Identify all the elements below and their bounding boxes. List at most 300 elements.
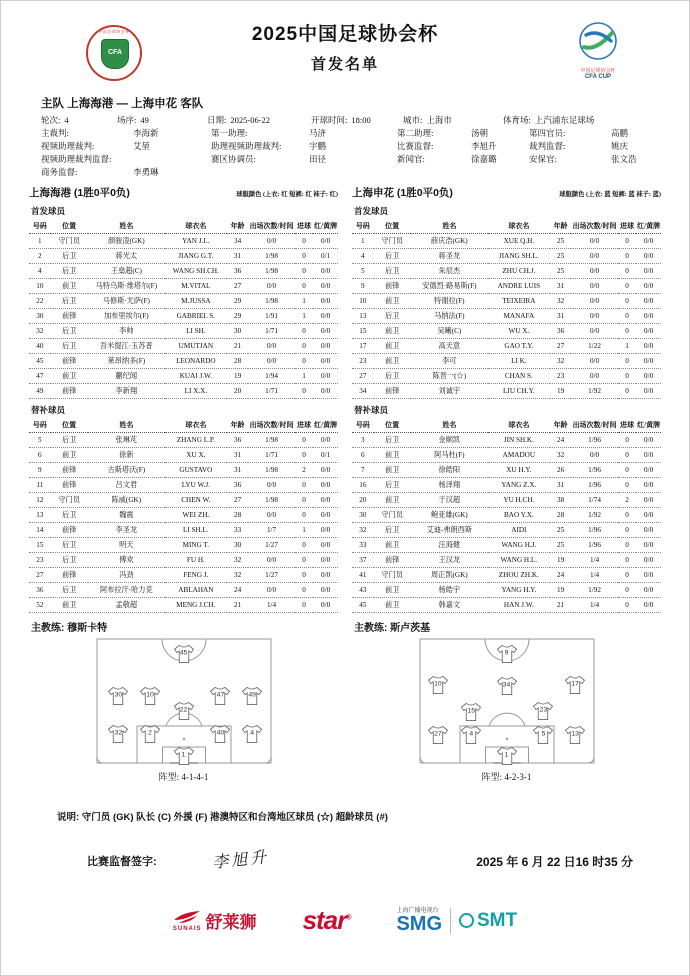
player-row bbox=[352, 279, 661, 294]
player-name: 蒋光太 bbox=[88, 249, 165, 264]
player-goals: 0 bbox=[295, 339, 314, 354]
home-team-header bbox=[29, 185, 338, 200]
player-no: 32 bbox=[352, 523, 374, 538]
jersey-icon-34 bbox=[496, 676, 517, 695]
info-pair bbox=[207, 114, 311, 127]
player-age: 36 bbox=[227, 264, 249, 279]
smg-block bbox=[396, 908, 442, 934]
player-row bbox=[352, 324, 661, 339]
player-cards: 0/0 bbox=[313, 384, 338, 399]
player-cards: 0/0 bbox=[313, 568, 338, 583]
player-jersey: LI SH. bbox=[165, 324, 227, 339]
player-caps: 0/0 bbox=[571, 448, 617, 463]
player-jersey: KUAI J.W. bbox=[165, 369, 227, 384]
info-pair bbox=[529, 153, 637, 166]
player-goals: 0 bbox=[295, 234, 314, 249]
player-pos: 后卫 bbox=[374, 369, 411, 384]
player-row bbox=[352, 294, 661, 309]
info-label: 商务监督: bbox=[41, 167, 78, 177]
officials-row-2 bbox=[41, 140, 649, 153]
jersey-icon-15 bbox=[461, 703, 482, 722]
player-name: 安德烈·路易斯(F) bbox=[411, 279, 488, 294]
player-row bbox=[352, 339, 661, 354]
column-header: 年龄 bbox=[227, 418, 249, 433]
player-caps: 1/71 bbox=[248, 448, 294, 463]
player-pos: 前卫 bbox=[374, 463, 411, 478]
player-no: 47 bbox=[29, 369, 51, 384]
player-row bbox=[29, 478, 338, 493]
player-pos: 后卫 bbox=[374, 249, 411, 264]
column-header: 进球 bbox=[295, 418, 314, 433]
player-pos: 前卫 bbox=[51, 369, 88, 384]
player-pos: 前卫 bbox=[374, 598, 411, 613]
player-cards: 0/0 bbox=[636, 279, 661, 294]
info-pair bbox=[211, 140, 397, 153]
player-cards: 0/0 bbox=[636, 249, 661, 264]
column-header: 号码 bbox=[29, 219, 51, 234]
column-header: 位置 bbox=[51, 418, 88, 433]
player-row bbox=[29, 598, 338, 613]
player-pos: 前锋 bbox=[51, 384, 88, 399]
player-age: 19 bbox=[550, 384, 572, 399]
jersey-icon-4 bbox=[242, 724, 263, 743]
player-goals: 1 bbox=[295, 369, 314, 384]
jersey-icon-13 bbox=[565, 726, 586, 745]
team-columns bbox=[1, 185, 689, 783]
player-caps: 1/96 bbox=[571, 478, 617, 493]
column-header: 出场次数/时间 bbox=[571, 219, 617, 234]
info-value: 马济 bbox=[309, 128, 327, 138]
player-pos: 后卫 bbox=[374, 309, 411, 324]
player-goals: 0 bbox=[295, 354, 314, 369]
player-age: 33 bbox=[227, 523, 249, 538]
player-pos: 后卫 bbox=[51, 538, 88, 553]
column-header: 年龄 bbox=[550, 219, 572, 234]
player-no: 9 bbox=[29, 463, 51, 478]
player-jersey: ZHU CH.J. bbox=[488, 264, 550, 279]
player-caps: 1/7 bbox=[248, 523, 294, 538]
player-name: 马纳法(F) bbox=[411, 309, 488, 324]
cup-ball-icon bbox=[578, 21, 618, 61]
player-goals: 0 bbox=[618, 234, 637, 249]
home-formation-pitch bbox=[96, 638, 272, 764]
player-age: 31 bbox=[550, 478, 572, 493]
player-name: 蒋圣龙 bbox=[411, 249, 488, 264]
player-row bbox=[352, 598, 661, 613]
player-cards: 0/0 bbox=[636, 369, 661, 384]
player-row bbox=[29, 309, 338, 324]
column-header: 位置 bbox=[51, 219, 88, 234]
player-age: 21 bbox=[550, 598, 572, 613]
player-no: 1 bbox=[352, 234, 374, 249]
signature-row bbox=[87, 849, 633, 875]
table-header-row bbox=[352, 418, 661, 433]
home-starting-table bbox=[29, 219, 338, 399]
smt-block bbox=[459, 910, 517, 932]
player-jersey: XU X. bbox=[165, 448, 227, 463]
player-cards: 0/0 bbox=[313, 369, 338, 384]
player-name: 朱辰杰 bbox=[411, 264, 488, 279]
player-jersey: LI K. bbox=[488, 354, 550, 369]
player-jersey: GAO T.Y. bbox=[488, 339, 550, 354]
jersey-icon-1 bbox=[173, 747, 194, 766]
away-team-name: 上海申花 (1胜0平0负) bbox=[352, 187, 453, 199]
player-age: 21 bbox=[227, 339, 249, 354]
player-no: 20 bbox=[352, 493, 374, 508]
player-jersey: YANG H.Y. bbox=[488, 583, 550, 598]
logo-divider bbox=[450, 908, 451, 934]
jersey-number: 30 bbox=[114, 691, 123, 699]
player-jersey: LI SH.L. bbox=[165, 523, 227, 538]
table-header-row bbox=[352, 219, 661, 234]
info-label: 体育场: bbox=[503, 115, 531, 125]
away-subs-label: 替补球员 bbox=[354, 405, 389, 415]
player-no: 30 bbox=[352, 508, 374, 523]
table-header-row bbox=[29, 219, 338, 234]
player-cards: 0/0 bbox=[313, 478, 338, 493]
player-jersey: YANG Z.X. bbox=[488, 478, 550, 493]
player-caps: 0/0 bbox=[571, 234, 617, 249]
info-pair bbox=[41, 127, 211, 140]
jersey-icon-4 bbox=[461, 726, 482, 745]
cfa-emblem-ring-text: 中国足球协会杯 bbox=[98, 29, 130, 34]
info-pair bbox=[41, 114, 117, 127]
info-label: 主裁判: bbox=[41, 128, 69, 138]
player-goals: 0 bbox=[618, 538, 637, 553]
player-no: 11 bbox=[29, 478, 51, 493]
player-no: 15 bbox=[352, 324, 374, 339]
player-row bbox=[29, 279, 338, 294]
player-age: 27 bbox=[227, 493, 249, 508]
player-cards: 0/0 bbox=[636, 448, 661, 463]
column-header: 号码 bbox=[352, 418, 374, 433]
player-goals: 0 bbox=[618, 249, 637, 264]
player-goals: 0 bbox=[618, 598, 637, 613]
player-no: 5 bbox=[29, 433, 51, 448]
player-cards: 0/0 bbox=[313, 508, 338, 523]
player-name: 艾迪-弗朗西斯 bbox=[411, 523, 488, 538]
away-coach-line bbox=[354, 619, 661, 634]
player-name: 金顺凯 bbox=[411, 433, 488, 448]
column-header: 红/黄牌 bbox=[636, 418, 661, 433]
jersey-number: 10 bbox=[146, 691, 154, 699]
player-name: 阿布拉汗·哈力克 bbox=[88, 583, 165, 598]
info-pair bbox=[41, 153, 211, 166]
jersey-icon-2 bbox=[140, 724, 161, 743]
jersey-number: 4 bbox=[250, 729, 255, 737]
column-header: 球衣名 bbox=[165, 219, 227, 234]
home-coach-name: 穆斯卡特 bbox=[67, 623, 108, 634]
player-jersey: YU H.CH. bbox=[488, 493, 550, 508]
player-caps: 0/0 bbox=[248, 508, 294, 523]
player-row bbox=[29, 568, 338, 583]
player-pos: 后卫 bbox=[51, 433, 88, 448]
player-age: 23 bbox=[550, 369, 572, 384]
player-age: 34 bbox=[227, 234, 249, 249]
jersey-icon-5 bbox=[533, 726, 554, 745]
player-goals: 0 bbox=[618, 294, 637, 309]
jersey-number: 40 bbox=[216, 729, 225, 737]
sunais-bird-icon bbox=[173, 910, 201, 926]
player-no: 6 bbox=[29, 448, 51, 463]
player-caps: 0/0 bbox=[248, 234, 294, 249]
info-pair bbox=[211, 127, 397, 140]
home-team-name: 上海海港 (1胜0平0负) bbox=[29, 187, 130, 199]
player-pos: 前锋 bbox=[374, 553, 411, 568]
player-no: 4 bbox=[352, 249, 374, 264]
player-cards: 0/0 bbox=[636, 324, 661, 339]
player-no: 45 bbox=[352, 598, 374, 613]
player-pos: 前锋 bbox=[51, 463, 88, 478]
star-logo bbox=[303, 905, 351, 936]
player-age: 32 bbox=[550, 448, 572, 463]
sheet-header bbox=[1, 1, 689, 93]
player-name: 吾米提江·玉苏普 bbox=[88, 339, 165, 354]
player-row bbox=[29, 354, 338, 369]
player-goals: 0 bbox=[295, 493, 314, 508]
cfa-cup-logo bbox=[569, 21, 627, 80]
player-jersey: HAN J.W. bbox=[488, 598, 550, 613]
player-age: 29 bbox=[227, 309, 249, 324]
player-jersey: AMADOU bbox=[488, 448, 550, 463]
player-name: 加布里埃尔(F) bbox=[88, 309, 165, 324]
player-caps: 0/0 bbox=[571, 354, 617, 369]
column-header: 红/黄牌 bbox=[313, 418, 338, 433]
player-caps: 1/4 bbox=[571, 598, 617, 613]
column-header: 球衣名 bbox=[488, 418, 550, 433]
player-no: 40 bbox=[29, 339, 51, 354]
jersey-icon-10 bbox=[427, 675, 448, 694]
info-label: 第二助理: bbox=[397, 128, 434, 138]
info-value: 李旭升 bbox=[471, 141, 497, 151]
player-no: 30 bbox=[29, 309, 51, 324]
player-age: 28 bbox=[227, 354, 249, 369]
player-name: 蒯纪闻 bbox=[88, 369, 165, 384]
player-goals: 2 bbox=[618, 493, 637, 508]
coach-label: 主教练: bbox=[354, 623, 388, 634]
player-row bbox=[29, 448, 338, 463]
home-formation-line bbox=[29, 770, 338, 783]
player-pos: 前锋 bbox=[51, 478, 88, 493]
page-subtitle: 首发名单 bbox=[310, 56, 379, 73]
player-name: 马修斯·尤萨(F) bbox=[88, 294, 165, 309]
player-no: 10 bbox=[352, 294, 374, 309]
column-header: 姓名 bbox=[411, 219, 488, 234]
player-goals: 0 bbox=[618, 523, 637, 538]
player-cards: 0/0 bbox=[313, 339, 338, 354]
player-caps: 0/0 bbox=[571, 264, 617, 279]
player-cards: 0/0 bbox=[636, 598, 661, 613]
player-no: 6 bbox=[352, 448, 374, 463]
player-pos: 后卫 bbox=[51, 583, 88, 598]
player-row bbox=[352, 354, 661, 369]
player-jersey: M.VITAL bbox=[165, 279, 227, 294]
info-label: 比赛监督: bbox=[397, 141, 434, 151]
player-cards: 0/0 bbox=[313, 234, 338, 249]
officials-row-1 bbox=[41, 127, 649, 140]
player-no: 32 bbox=[29, 324, 51, 339]
player-no: 7 bbox=[352, 463, 374, 478]
player-goals: 0 bbox=[295, 324, 314, 339]
player-caps: 1/92 bbox=[571, 508, 617, 523]
player-goals: 0 bbox=[618, 264, 637, 279]
info-label: 第四官员: bbox=[529, 128, 566, 138]
player-pos: 前锋 bbox=[51, 523, 88, 538]
player-age: 27 bbox=[550, 339, 572, 354]
away-subs-table bbox=[352, 418, 661, 613]
away-starting-label: 首发球员 bbox=[354, 206, 389, 216]
player-caps: 1/96 bbox=[571, 463, 617, 478]
player-age: 26 bbox=[550, 463, 572, 478]
player-cards: 0/0 bbox=[313, 309, 338, 324]
away-team-header bbox=[352, 185, 661, 200]
cup-logo-en: CFA CUP bbox=[584, 74, 612, 80]
info-pair bbox=[117, 114, 207, 127]
player-row bbox=[352, 583, 661, 598]
player-jersey: WANG SH.CH. bbox=[165, 264, 227, 279]
player-jersey: ABLAHAN bbox=[165, 583, 227, 598]
column-header: 球衣名 bbox=[488, 219, 550, 234]
smg-text: SMG bbox=[396, 912, 442, 935]
player-caps: 0/0 bbox=[571, 324, 617, 339]
player-caps: 1/94 bbox=[248, 369, 294, 384]
smg-smt-logo bbox=[396, 908, 517, 934]
player-jersey: WANG H.L. bbox=[488, 553, 550, 568]
player-caps: 0/0 bbox=[571, 309, 617, 324]
player-no: 16 bbox=[352, 478, 374, 493]
player-jersey: JIANG SH.L. bbox=[488, 249, 550, 264]
info-pair bbox=[403, 114, 503, 127]
player-row bbox=[352, 478, 661, 493]
player-caps: 1/98 bbox=[248, 493, 294, 508]
page-title: 2025中国足球协会杯 bbox=[251, 24, 439, 45]
info-label: 视频助理裁判监督: bbox=[41, 154, 112, 164]
info-pair bbox=[311, 114, 403, 127]
player-cards: 0/0 bbox=[313, 294, 338, 309]
player-age: 24 bbox=[550, 568, 572, 583]
player-row bbox=[29, 493, 338, 508]
player-pos: 后卫 bbox=[51, 339, 88, 354]
info-value: 上海市 bbox=[426, 115, 452, 125]
player-caps: 1/96 bbox=[571, 523, 617, 538]
player-age: 38 bbox=[550, 493, 572, 508]
player-no: 27 bbox=[352, 369, 374, 384]
player-pos: 守门员 bbox=[51, 234, 88, 249]
player-no: 15 bbox=[29, 538, 51, 553]
jersey-icon-22 bbox=[173, 702, 194, 721]
player-jersey: LI X.X. bbox=[165, 384, 227, 399]
player-goals: 1 bbox=[295, 309, 314, 324]
player-cards: 0/0 bbox=[313, 553, 338, 568]
player-cards: 0/0 bbox=[636, 339, 661, 354]
table-header-row bbox=[29, 418, 338, 433]
player-pos: 后卫 bbox=[51, 294, 88, 309]
player-cards: 0/0 bbox=[636, 384, 661, 399]
player-row bbox=[29, 249, 338, 264]
player-goals: 0 bbox=[618, 463, 637, 478]
away-formation: 4-2-3-1 bbox=[504, 772, 532, 782]
column-header: 年龄 bbox=[227, 219, 249, 234]
player-pos: 前锋 bbox=[51, 309, 88, 324]
player-row bbox=[352, 384, 661, 399]
player-row bbox=[29, 384, 338, 399]
player-age: 24 bbox=[550, 433, 572, 448]
player-cards: 0/0 bbox=[313, 354, 338, 369]
jersey-number: 45 bbox=[179, 649, 188, 657]
coach-label: 主教练: bbox=[31, 623, 65, 634]
player-jersey: LYU W.J. bbox=[165, 478, 227, 493]
player-pos: 后卫 bbox=[51, 264, 88, 279]
column-header: 位置 bbox=[374, 418, 411, 433]
player-name: 吕文君 bbox=[88, 478, 165, 493]
player-caps: 0/0 bbox=[571, 294, 617, 309]
column-header: 进球 bbox=[618, 219, 637, 234]
player-jersey: M.JUSSA bbox=[165, 294, 227, 309]
formation-label: 阵型: bbox=[158, 772, 180, 782]
player-goals: 0 bbox=[618, 369, 637, 384]
player-jersey: GABRIEL S. bbox=[165, 309, 227, 324]
smt-ring-icon bbox=[459, 913, 474, 928]
player-name: 阿马杜(F) bbox=[411, 448, 488, 463]
jersey-number: 22 bbox=[179, 706, 188, 714]
jersey-number: 32 bbox=[114, 729, 123, 737]
player-name: 李帅 bbox=[88, 324, 165, 339]
player-caps: 0/0 bbox=[248, 583, 294, 598]
player-age: 28 bbox=[227, 508, 249, 523]
player-goals: 0 bbox=[295, 598, 314, 613]
player-age: 31 bbox=[227, 463, 249, 478]
player-caps: 1/98 bbox=[248, 463, 294, 478]
info-label: 赛区协调员: bbox=[211, 154, 256, 164]
player-cards: 0/0 bbox=[636, 523, 661, 538]
home-formation: 4-1-4-1 bbox=[181, 772, 209, 782]
legend-note: 说明: 守门员 (GK) 队长 (C) 外援 (F) 港澳特区和台湾地区球员 (☆) 超龄球员 (#) bbox=[57, 812, 388, 823]
player-name: 古斯塔沃(F) bbox=[88, 463, 165, 478]
player-goals: 0 bbox=[618, 508, 637, 523]
player-pos: 前锋 bbox=[374, 384, 411, 399]
info-pair bbox=[397, 153, 529, 166]
column-header: 出场次数/时间 bbox=[248, 219, 294, 234]
player-name: 特谢拉(F) bbox=[411, 294, 488, 309]
player-age: 27 bbox=[227, 279, 249, 294]
player-age: 25 bbox=[550, 264, 572, 279]
jersey-icon-30 bbox=[108, 686, 129, 705]
player-pos: 前卫 bbox=[51, 448, 88, 463]
smt-text: SMT bbox=[477, 909, 518, 931]
player-name: 薛庆浩(GK) bbox=[411, 234, 488, 249]
player-cards: 0/0 bbox=[636, 433, 661, 448]
player-name: 汪海健 bbox=[411, 538, 488, 553]
player-cards: 0/0 bbox=[636, 553, 661, 568]
info-pair bbox=[41, 166, 211, 179]
player-caps: 1/92 bbox=[571, 583, 617, 598]
player-row bbox=[29, 553, 338, 568]
player-age: 36 bbox=[550, 324, 572, 339]
jersey-icon-32 bbox=[108, 724, 129, 743]
player-name: 张琳芃 bbox=[88, 433, 165, 448]
player-caps: 1/98 bbox=[248, 264, 294, 279]
info-value: 4 bbox=[64, 115, 69, 125]
player-pos: 前卫 bbox=[374, 324, 411, 339]
player-name: 高天意 bbox=[411, 339, 488, 354]
player-pos: 后卫 bbox=[51, 249, 88, 264]
column-header: 年龄 bbox=[550, 418, 572, 433]
star-text: star bbox=[302, 905, 347, 935]
player-jersey: LEONARDO bbox=[165, 354, 227, 369]
player-pos: 后卫 bbox=[51, 324, 88, 339]
player-caps: 1/96 bbox=[571, 538, 617, 553]
player-pos: 后卫 bbox=[51, 508, 88, 523]
